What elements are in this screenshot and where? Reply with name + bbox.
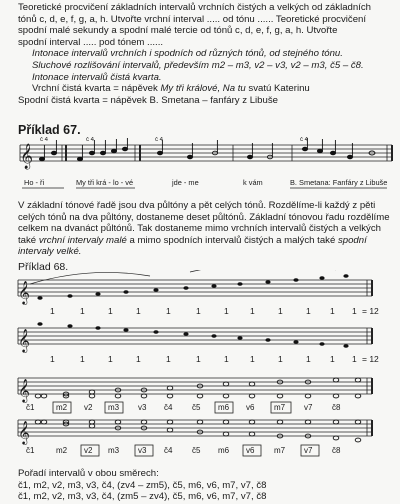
treble-clef-row4: 𝄞 bbox=[18, 422, 30, 444]
row1-num-11: 1 bbox=[330, 306, 335, 316]
row4-int-9: v6 bbox=[246, 446, 255, 455]
row2-num-11: 1 bbox=[330, 354, 335, 364]
intro-paragraph bbox=[18, 2, 390, 106]
treble-clef: 𝄞 bbox=[20, 143, 34, 168]
row1-num-5: 1 bbox=[166, 306, 171, 316]
row1-num-1: 1 bbox=[50, 306, 55, 316]
row3-int-12: č8 bbox=[332, 403, 341, 412]
row1-num-7: 1 bbox=[224, 306, 229, 316]
row4-intervals bbox=[26, 446, 341, 455]
interval-order-line-2: č1, m2, v2, m3, v3, č4, (zm5 – zv4), č5, m6, v6, m7, v7, č8 bbox=[18, 491, 267, 503]
example-67-label-2: č 4 bbox=[86, 137, 95, 143]
row2-num-4: 1 bbox=[136, 354, 141, 364]
lyric-2: My tři krá - lo - vé bbox=[76, 178, 134, 187]
row4-int-2: m2 bbox=[56, 446, 68, 455]
row2-num-6: 1 bbox=[196, 354, 201, 364]
row3-int-11: v7 bbox=[304, 403, 313, 412]
row3-int-4: m3 bbox=[108, 403, 120, 412]
treble-clef-row3: 𝄞 bbox=[18, 380, 30, 402]
interval-order-line-1: č1, m2, v2, m3, v3, č4, (zv4 – zm5), č5, m6, v6, m7, v7, č8 bbox=[18, 479, 267, 491]
lyric-5: B. Smetana: Fanfáry z Libuše bbox=[290, 178, 388, 187]
intro-line-1: Teoretické procvičení základních intervalů vrchních čistých a velkých od základních bbox=[18, 2, 372, 13]
row3-int-1: č1 bbox=[26, 403, 35, 412]
example-67-label-1: č 4 bbox=[40, 137, 49, 143]
fourth-note: Intonace intervalů čistá kvarta. bbox=[32, 71, 162, 83]
row1-num-12: 1 bbox=[352, 306, 357, 316]
example-67-label-3: č 4 bbox=[155, 137, 164, 143]
row3-int-5: v3 bbox=[138, 403, 147, 412]
row3-int-6: č4 bbox=[164, 403, 173, 412]
row2-numbers bbox=[50, 354, 379, 364]
intro-line-3: spodní interval ..... pod tónem ...... bbox=[18, 36, 164, 48]
row3-int-7: č5 bbox=[192, 403, 201, 412]
row3-int-8: m6 bbox=[218, 403, 230, 412]
row1-num-10: 1 bbox=[306, 306, 311, 316]
kvarta-up-line: Vrchní čistá kvarta = nápěvek My tři králové, Na tu svatú Katerinu bbox=[32, 83, 310, 95]
row1-num-4: 1 bbox=[136, 306, 141, 316]
row2-num-12: 1 bbox=[352, 354, 357, 364]
row3-int-9: v6 bbox=[246, 403, 255, 412]
lyric-1: Ho - ři bbox=[24, 178, 45, 187]
intro-line-2: tónů c, d, e, f, g, a, h. Utvořte vrchní interval ..... od tónu ...... Teoretické procvičení spodní malé sekundy a spodní malé tercie od tónů c, d, e, f, g, a, h. Utvořte bbox=[18, 13, 367, 37]
row4-int-4: m3 bbox=[108, 446, 120, 455]
row2-num-8: 1 bbox=[250, 354, 255, 364]
row3-int-10: m7 bbox=[274, 403, 286, 412]
row2-total: = 12 bbox=[362, 354, 379, 364]
lyric-4: k vám bbox=[243, 178, 263, 187]
row2-num-9: 1 bbox=[278, 354, 283, 364]
example-67-title: Příklad 67. bbox=[18, 123, 81, 137]
row4-int-5: v3 bbox=[138, 446, 147, 455]
row4-int-11: v7 bbox=[304, 446, 313, 455]
example-68-staves bbox=[0, 270, 400, 460]
row2-num-10: 1 bbox=[306, 354, 311, 364]
example-67-staff bbox=[0, 137, 400, 197]
row2-num-7: 1 bbox=[224, 354, 229, 364]
row4-int-3: v2 bbox=[84, 446, 93, 455]
row2-num-3: 1 bbox=[108, 354, 113, 364]
row1-num-2: 1 bbox=[80, 306, 85, 316]
example-67-label-4: č 4 bbox=[300, 137, 309, 143]
row4-int-7: č5 bbox=[192, 446, 201, 455]
row1-total: = 12 bbox=[362, 306, 379, 316]
row4-int-10: m7 bbox=[274, 446, 286, 455]
hearing-note: Sluchové rozlišování intervalů, především m2 – m3, v2 – v3, v2 – m3, č5 – č8. bbox=[32, 59, 364, 71]
treble-clef-row1: 𝄞 bbox=[18, 282, 30, 304]
row2-num-2: 1 bbox=[80, 354, 85, 364]
row1-num-9: 1 bbox=[278, 306, 283, 316]
row1-numbers bbox=[50, 306, 379, 316]
intonation-note: Intonace intervalů vrchních i spodních od různých tónů, od stejného tónu. bbox=[32, 48, 343, 60]
row2-num-5: 1 bbox=[166, 354, 171, 364]
row4-int-8: m6 bbox=[218, 446, 230, 455]
kvarta-down-line: Spodní čistá kvarta = nápěvek B. Smetana – fanfáry z Libuše bbox=[18, 94, 278, 106]
row1-num-6: 1 bbox=[196, 306, 201, 316]
example-68-title: Příklad 68. bbox=[18, 261, 69, 273]
row1-num-3: 1 bbox=[108, 306, 113, 316]
row3-int-2: m2 bbox=[56, 403, 68, 412]
lyric-3: jde - me bbox=[172, 178, 199, 187]
row3-int-3: v2 bbox=[84, 403, 93, 412]
semitone-paragraph: V základní tónové řadě jsou dva půltóny a pět celých tónů. Rozdělíme-li každý z pěti celých tónů na dva půltóny, dostaneme deset půltónů. Základní tónovou řadu rozdělíme celkem na dvanáct půltónů. Tak dostaneme mimo vrchních intervalů čistých a velkých také vrchní intervaly malé a mimo spodních intervalů čistých a malých také spodní intervaly velké. bbox=[18, 200, 390, 258]
row2-num-1: 1 bbox=[50, 354, 55, 364]
row4-int-12: č8 bbox=[332, 446, 341, 455]
row4-int-1: č1 bbox=[26, 446, 35, 455]
treble-clef-row2: 𝄞 bbox=[18, 330, 30, 352]
interval-order bbox=[18, 468, 390, 503]
row1-num-8: 1 bbox=[250, 306, 255, 316]
interval-order-title: Pořadí intervalů v obou směrech: bbox=[18, 468, 159, 479]
row3-intervals bbox=[26, 403, 341, 412]
row4-int-6: č4 bbox=[164, 446, 173, 455]
